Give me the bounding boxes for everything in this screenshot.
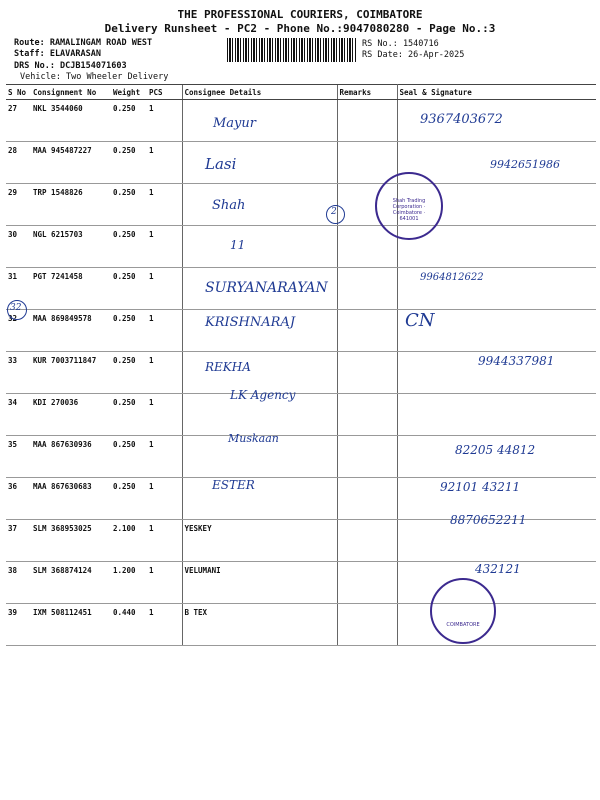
cell-pcs: 1 — [147, 394, 182, 436]
cell-pcs: 1 — [147, 604, 182, 646]
col-weight: Weight — [111, 85, 147, 100]
cell-weight: 0.250 — [111, 142, 147, 184]
cell-consignee — [182, 184, 337, 226]
vehicle: Vehicle: Two Wheeler Delivery — [20, 72, 169, 82]
staff: Staff: ELAVARASAN — [14, 49, 101, 59]
cell-remarks — [337, 604, 397, 646]
cell-weight: 0.250 — [111, 394, 147, 436]
company-seal — [375, 172, 443, 240]
company-name: THE PROFESSIONAL COURIERS, COIMBATORE — [177, 8, 423, 21]
cell-consignment: MAA 945487227 — [31, 142, 111, 184]
cell-sno: 37 — [6, 520, 31, 562]
cell-consignment: KUR 7003711847 — [31, 352, 111, 394]
cell-consignment: KDI 270036 — [31, 394, 111, 436]
handwriting-name-35: Muskaan — [228, 432, 279, 445]
cell-pcs: 1 — [147, 268, 182, 310]
handwriting-sig-28: 9942651986 — [490, 158, 560, 171]
rs-number: RS No.: 1540716 — [362, 39, 439, 49]
cell-consignment: SLM 368953025 — [31, 520, 111, 562]
table-row — [6, 184, 596, 226]
cell-sno: 27 — [6, 100, 31, 142]
handwriting-sig-38: 432121 — [475, 562, 521, 576]
cell-pcs: 1 — [147, 310, 182, 352]
barcode — [227, 38, 357, 62]
cell-consignment: NKL 3544060 — [31, 100, 111, 142]
cell-weight: 0.250 — [111, 268, 147, 310]
cell-sno: 36 — [6, 478, 31, 520]
cell-consignee: B TEX — [182, 604, 337, 646]
handwriting-sig-31: 9964812622 — [420, 272, 484, 283]
table-header-row — [6, 85, 596, 100]
cell-sno: 32 — [6, 310, 31, 352]
cell-consignment: SLM 368874124 — [31, 562, 111, 604]
cell-pcs: 1 — [147, 562, 182, 604]
cell-sno: 28 — [6, 142, 31, 184]
handwriting-name-33: REKHA — [205, 360, 251, 374]
cell-weight: 0.250 — [111, 100, 147, 142]
cell-remarks — [337, 478, 397, 520]
cell-remarks — [337, 520, 397, 562]
cell-weight: 0.250 — [111, 310, 147, 352]
col-remarks: Remarks — [337, 85, 397, 100]
cell-remarks — [337, 436, 397, 478]
cell-consignment: MAA 867630936 — [31, 436, 111, 478]
cell-weight: 0.250 — [111, 184, 147, 226]
cell-weight: 0.250 — [111, 436, 147, 478]
handwriting-sig-35: 82205 44812 — [455, 443, 536, 457]
handwriting-sig-32: CN — [405, 310, 435, 331]
cell-consignment: MAA 867630683 — [31, 478, 111, 520]
col-signature: Seal & Signature — [397, 85, 596, 100]
cell-consignee — [182, 100, 337, 142]
cell-weight: 0.440 — [111, 604, 147, 646]
col-sno: S No — [6, 85, 31, 100]
cell-pcs: 1 — [147, 352, 182, 394]
cell-sno: 29 — [6, 184, 31, 226]
circled-number-2: 2 — [331, 207, 337, 217]
cell-pcs: 1 — [147, 142, 182, 184]
cell-remarks — [337, 268, 397, 310]
table-row — [6, 310, 596, 352]
cell-consignee: YESKEY — [182, 520, 337, 562]
rs-date: RS Date: 26-Apr-2025 — [362, 50, 465, 60]
cell-consignee — [182, 226, 337, 268]
cell-pcs: 1 — [147, 100, 182, 142]
handwriting-name-36: ESTER — [212, 478, 255, 492]
handwriting-name-31: SURYANARAYAN — [205, 280, 328, 296]
cell-weight: 2.100 — [111, 520, 147, 562]
cell-pcs: 1 — [147, 436, 182, 478]
table-row — [6, 604, 596, 646]
cell-signature — [397, 394, 596, 436]
cell-sno: 31 — [6, 268, 31, 310]
cell-consignment: IXM 508112451 — [31, 604, 111, 646]
cell-remarks — [337, 352, 397, 394]
table-row — [6, 100, 596, 142]
table-row — [6, 226, 596, 268]
handwriting-name-29: Shah — [212, 198, 246, 213]
cell-remarks — [337, 100, 397, 142]
cell-consignment: NGL 6215703 — [31, 226, 111, 268]
handwriting-sig-27: 9367403672 — [420, 112, 503, 127]
cell-weight: 0.250 — [111, 352, 147, 394]
company-seal — [430, 578, 496, 644]
drs-number: DRS No.: DCJB154071603 — [14, 61, 127, 71]
cell-consignee: VELUMANI — [182, 562, 337, 604]
cell-sno: 35 — [6, 436, 31, 478]
handwriting-name-27: Mayur — [213, 116, 256, 131]
cell-sno: 33 — [6, 352, 31, 394]
handwriting-sig-37: 8870652211 — [450, 513, 527, 527]
cell-sno: 39 — [6, 604, 31, 646]
cell-weight: 0.250 — [111, 478, 147, 520]
route: Route: RAMALINGAM ROAD WEST — [14, 38, 153, 48]
cell-remarks — [337, 562, 397, 604]
handwriting-name-32: KRISHNARAJ — [205, 315, 296, 330]
cell-weight: 1.200 — [111, 562, 147, 604]
cell-pcs: 1 — [147, 478, 182, 520]
col-pcs: PCS — [147, 85, 182, 100]
cell-pcs: 1 — [147, 226, 182, 268]
cell-consignee — [182, 478, 337, 520]
cell-weight: 0.250 — [111, 226, 147, 268]
col-consignment: Consignment No — [31, 85, 111, 100]
handwriting-sig-36: 92101 43211 — [440, 480, 521, 494]
cell-consignment: MAA 869849578 — [31, 310, 111, 352]
runsheet-title: Delivery Runsheet - PC2 - Phone No.:9047080280 - Page No.:3 — [104, 22, 496, 35]
circled-number-32: 32 — [10, 303, 22, 313]
handwriting-name-30: 11 — [230, 238, 246, 252]
cell-sno: 38 — [6, 562, 31, 604]
cell-consignment: TRP 1548826 — [31, 184, 111, 226]
handwriting-name-28: Lasi — [205, 155, 237, 173]
cell-remarks — [337, 142, 397, 184]
table-row — [6, 394, 596, 436]
handwriting-name-34: LK Agency — [230, 388, 296, 402]
cell-sno: 34 — [6, 394, 31, 436]
handwriting-sig-33: 9944337981 — [478, 354, 555, 368]
col-consignee: Consignee Details — [182, 85, 337, 100]
seal-text: COIMBATORE — [446, 622, 480, 628]
seal-text: Shah Trading Corporation · Coimbatore · 641001 — [392, 198, 426, 222]
cell-remarks — [337, 394, 397, 436]
cell-signature — [397, 604, 596, 646]
cell-remarks — [337, 310, 397, 352]
cell-pcs: 1 — [147, 520, 182, 562]
cell-sno: 30 — [6, 226, 31, 268]
cell-pcs: 1 — [147, 184, 182, 226]
cell-consignment: PGT 7241458 — [31, 268, 111, 310]
